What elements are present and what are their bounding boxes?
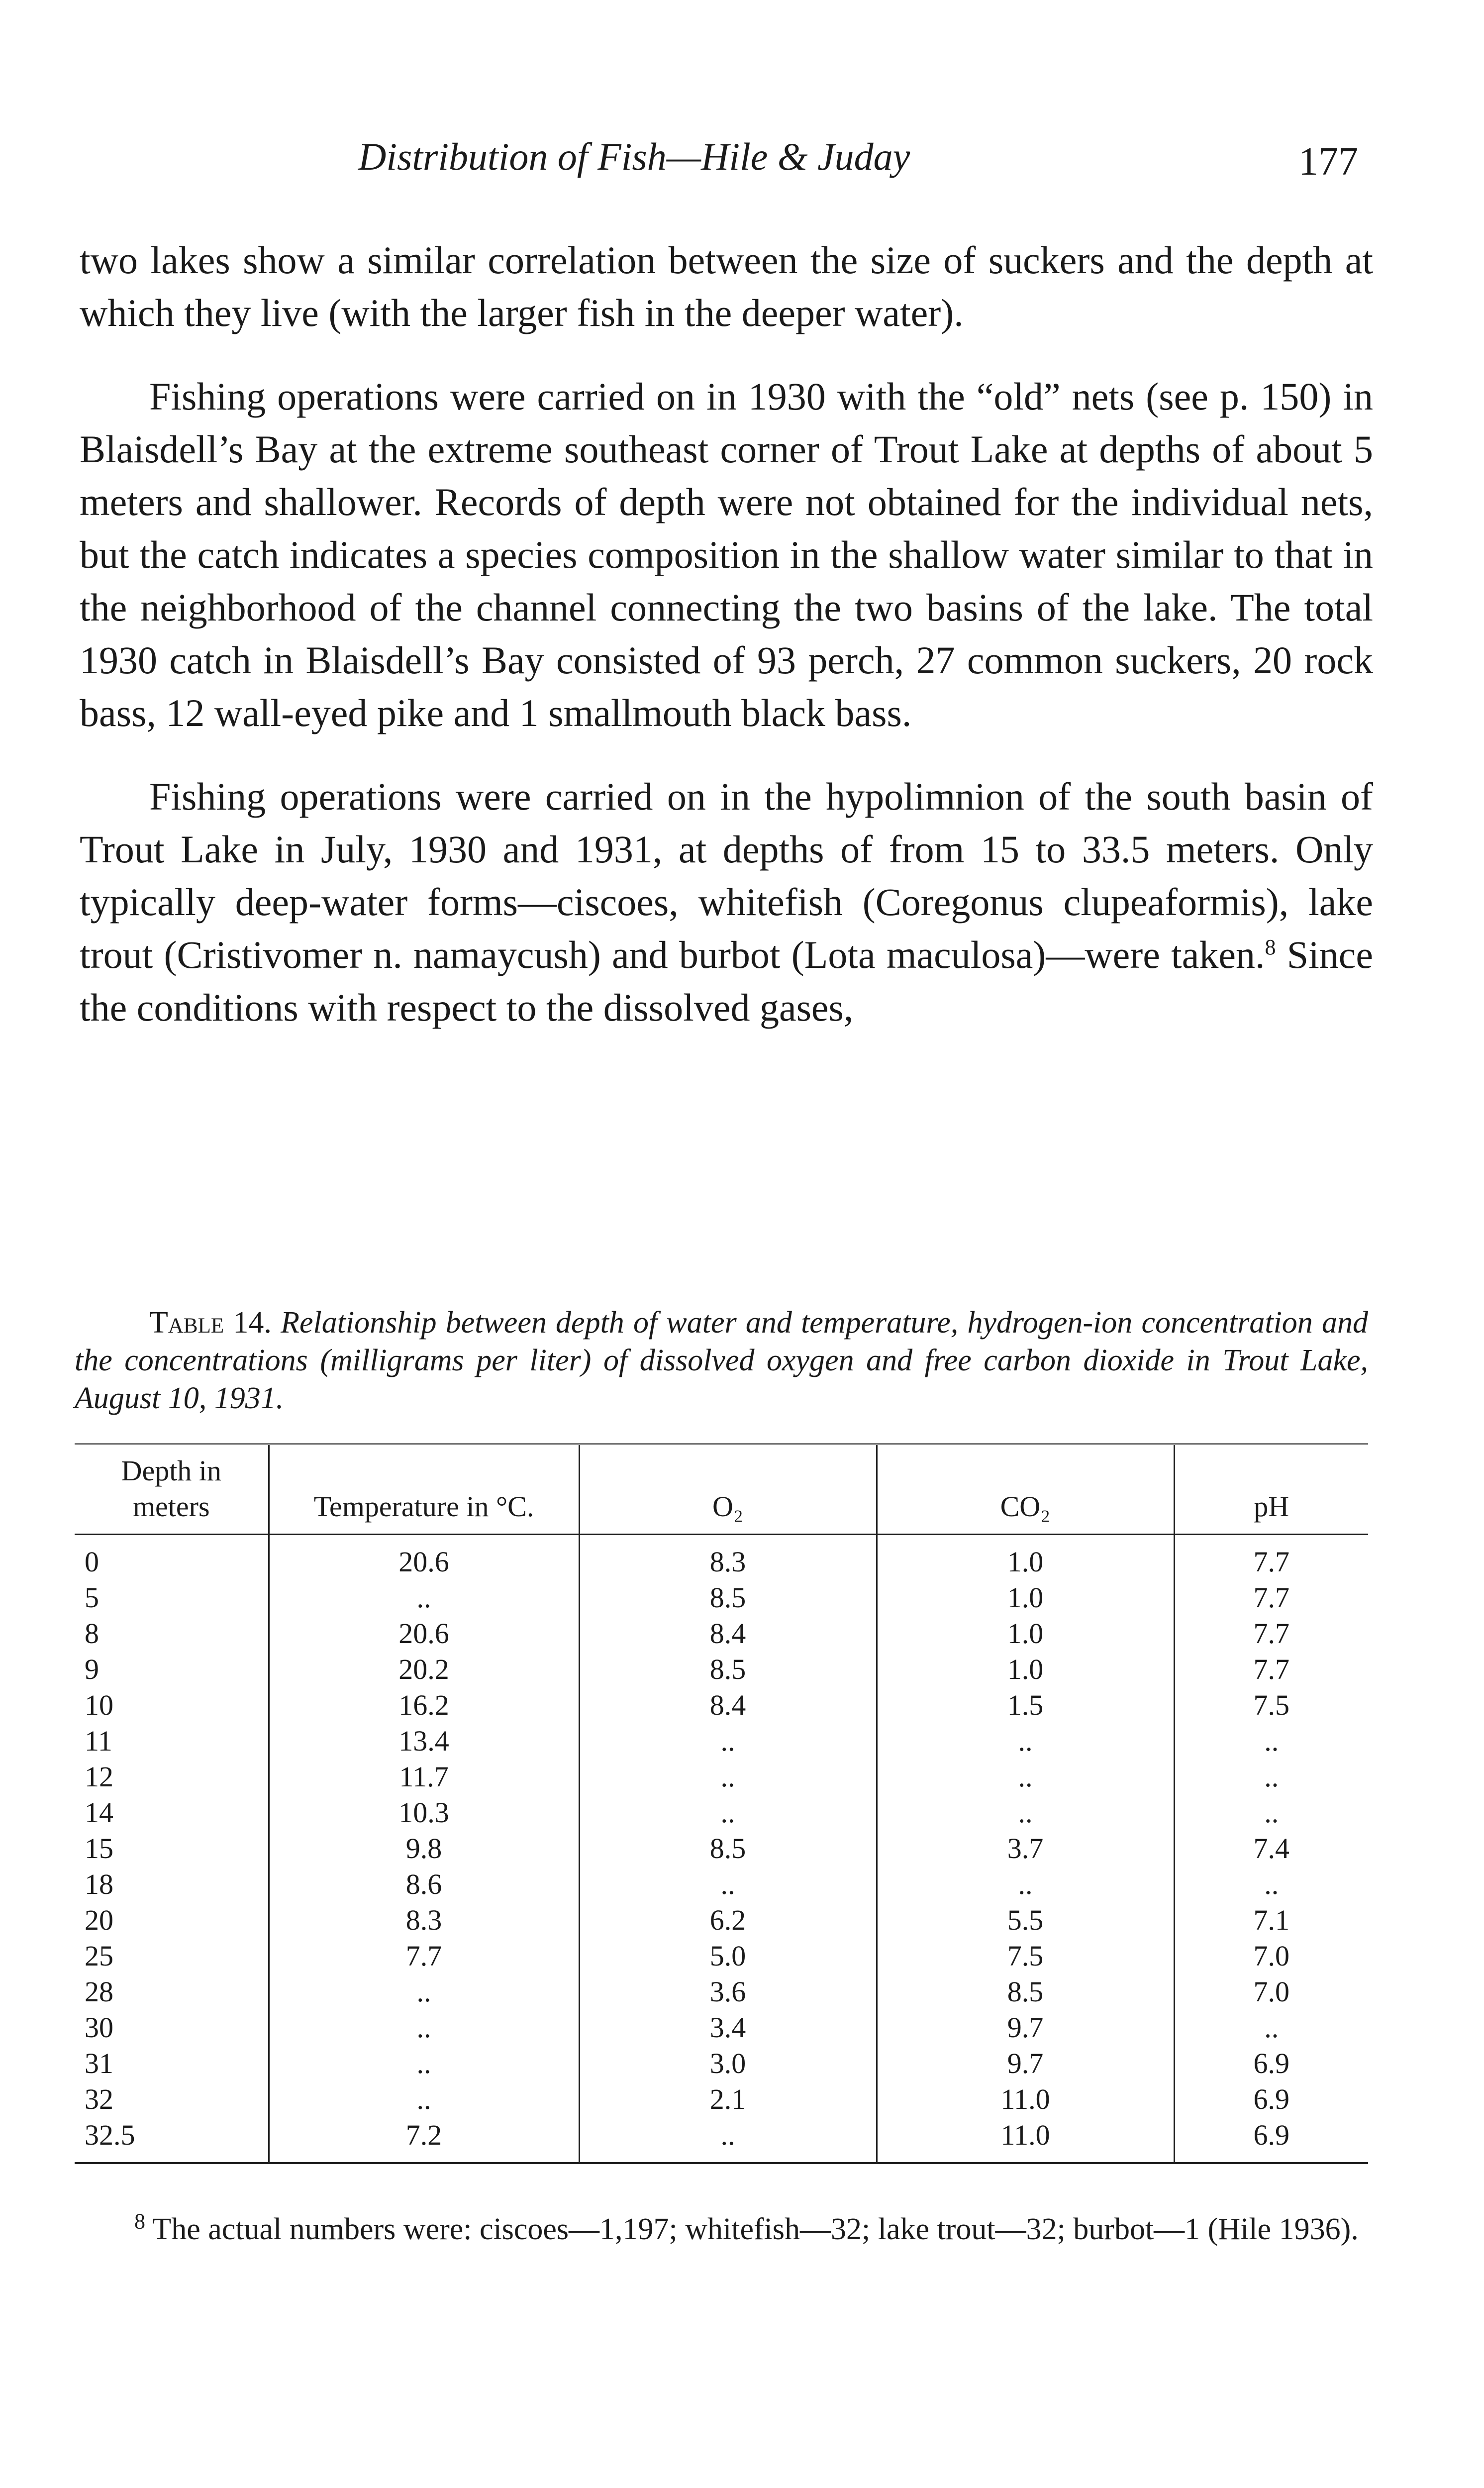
cell-co2: 11.0 [877, 2081, 1174, 2117]
cell-ph: .. [1174, 1723, 1368, 1759]
cell-co2: 9.7 [877, 2046, 1174, 2081]
table-row [75, 1687, 1368, 1723]
table-row [75, 2081, 1368, 2117]
cell-ph: 7.0 [1174, 1974, 1368, 2010]
cell-co2: 1.0 [877, 1616, 1174, 1652]
cell-temp: 20.6 [269, 1535, 579, 1580]
cell-ph: 7.1 [1174, 1902, 1368, 1938]
cell-temp: 7.2 [269, 2117, 579, 2163]
cell-depth: 5 [85, 1581, 99, 1614]
cell-depth: 11 [85, 1725, 112, 1757]
page-number: 177 [1298, 140, 1358, 184]
table-row [75, 1866, 1368, 1902]
cell-depth: 14 [85, 1796, 113, 1829]
cell-o2: .. [579, 2117, 877, 2163]
data-table [75, 1443, 1368, 2164]
table-caption-text: Relationship between depth of water and temperature, hydrogen-ion concentration and the concentrations (milligrams per liter) of dissolved oxygen and free carbon dioxide in Trout Lake, August 10, 1931. [75, 1306, 1369, 1415]
table-row [75, 1616, 1368, 1652]
cell-o2: 8.4 [579, 1616, 877, 1652]
cell-depth: 25 [85, 1940, 113, 1972]
cell-temp: .. [269, 1580, 579, 1616]
cell-co2: .. [877, 1866, 1174, 1902]
cell-depth: 9 [85, 1653, 99, 1685]
cell-ph: 7.7 [1174, 1652, 1368, 1687]
cell-temp: .. [269, 1974, 579, 2010]
cell-temp: 8.3 [269, 1902, 579, 1938]
cell-co2: 1.0 [877, 1580, 1174, 1616]
cell-ph: .. [1174, 1866, 1368, 1902]
header-depth: Depth in meters [75, 1444, 269, 1535]
cell-o2: .. [579, 1759, 877, 1795]
cell-o2: 3.0 [579, 2046, 877, 2081]
cell-co2: 5.5 [877, 1902, 1174, 1938]
cell-o2: 8.5 [579, 1831, 877, 1866]
cell-o2: 8.3 [579, 1535, 877, 1580]
header-ph: pH [1174, 1444, 1368, 1535]
cell-depth: 31 [85, 2047, 113, 2079]
cell-temp: .. [269, 2010, 579, 2046]
cell-o2: 6.2 [579, 1902, 877, 1938]
header-oxygen: O₂ [579, 1444, 877, 1535]
cell-o2: 3.4 [579, 2010, 877, 2046]
cell-o2: 3.6 [579, 1974, 877, 2010]
cell-co2: .. [877, 1759, 1174, 1795]
cell-ph: 7.7 [1174, 1535, 1368, 1580]
cell-o2: 2.1 [579, 2081, 877, 2117]
table-row [75, 1580, 1368, 1616]
paragraph-blaisdells-bay: Fishing operations were carried on in 1930 with the “old” nets (see p. 150) in Blaisdell’s Bay at the extreme southeast corner of Trout Lake at depths of about 5 meters and shallower. Records of depth were not obtained for the individual nets, but the catch indicates a species composition in the shallow water similar to that in the neighborhood of the channel connecting the two basins of the lake. The total 1930 catch in Blaisdell’s Bay consisted of 93 perch, 27 common suckers, 20 rock bass, 12 wall-eyed pike and 1 smallmouth black bass. [80, 375, 1373, 734]
cell-ph: .. [1174, 1759, 1368, 1795]
cell-ph: 7.7 [1174, 1616, 1368, 1652]
cell-temp: 10.3 [269, 1795, 579, 1831]
cell-co2: 8.5 [877, 1974, 1174, 2010]
cell-o2: 8.4 [579, 1687, 877, 1723]
paragraph-hypolimnion-text: Fishing operations were carried on in the hypolimnion of the south basin of Trout Lake in July, 1930 and 1931, at depths of from 15 to 33.5 meters. Only typically deep-water forms—ciscoes, whitefish (Coregonus clupeaformis), lake trout (Cristivomer n. namaycush) and burbot (Lota maculosa)—were taken. [80, 775, 1373, 976]
footnote-marker: 8 [134, 2209, 145, 2234]
table-header-row [75, 1444, 1368, 1535]
cell-depth: 10 [85, 1689, 113, 1721]
table-row [75, 1902, 1368, 1938]
body-text [80, 234, 1373, 1065]
cell-co2: 1.5 [877, 1687, 1174, 1723]
cell-depth: 32.5 [85, 2119, 135, 2151]
header-carbon-dioxide: CO₂ [877, 1444, 1174, 1535]
paragraph-hypolimnion-tail: Since the conditions with respect to the dissolved gases, [80, 933, 1374, 1029]
table-caption-label: Table 14. [149, 1306, 272, 1340]
cell-ph: .. [1174, 2010, 1368, 2046]
table-row [75, 1938, 1368, 1974]
cell-co2: .. [877, 1723, 1174, 1759]
footnote-reference: 8 [1265, 935, 1276, 959]
table-row [75, 2010, 1368, 2046]
cell-o2: 8.5 [579, 1652, 877, 1687]
table-row [75, 1974, 1368, 2010]
cell-ph: 7.5 [1174, 1687, 1368, 1723]
cell-temp: 20.2 [269, 1652, 579, 1687]
cell-temp: .. [269, 2046, 579, 2081]
paragraph-continuation: two lakes show a similar correlation between the size of suckers and the depth at which they live (with the larger fish in the deeper water). [80, 238, 1373, 334]
table-row [75, 1759, 1368, 1795]
table-row [75, 2117, 1368, 2163]
cell-depth: 12 [85, 1761, 113, 1793]
cell-o2: 5.0 [579, 1938, 877, 1974]
cell-depth: 28 [85, 1975, 113, 2008]
cell-depth: 18 [85, 1868, 113, 1900]
cell-depth: 8 [85, 1617, 99, 1650]
cell-temp: .. [269, 2081, 579, 2117]
cell-o2: .. [579, 1866, 877, 1902]
cell-ph: 6.9 [1174, 2117, 1368, 2163]
cell-co2: 1.0 [877, 1652, 1174, 1687]
table-row [75, 1652, 1368, 1687]
cell-temp: 16.2 [269, 1687, 579, 1723]
cell-co2: 9.7 [877, 2010, 1174, 2046]
footnote [75, 2209, 1368, 2249]
cell-ph: 7.0 [1174, 1938, 1368, 1974]
cell-o2: .. [579, 1795, 877, 1831]
table-row [75, 1535, 1368, 1580]
table-caption [75, 1304, 1368, 1417]
cell-depth: 30 [85, 2011, 113, 2044]
cell-co2: 3.7 [877, 1831, 1174, 1866]
cell-temp: 20.6 [269, 1616, 579, 1652]
cell-co2: 7.5 [877, 1938, 1174, 1974]
cell-ph: 6.9 [1174, 2081, 1368, 2117]
paragraph-hypolimnion [80, 770, 1373, 1034]
cell-temp: 8.6 [269, 1866, 579, 1902]
footnote-text: The actual numbers were: ciscoes—1,197; whitefish—32; lake trout—32; burbot—1 (Hile 1936). [152, 2212, 1359, 2246]
table-body [75, 1535, 1368, 2164]
table-row [75, 1723, 1368, 1759]
table-row [75, 2046, 1368, 2081]
cell-ph: 6.9 [1174, 2046, 1368, 2081]
cell-o2: .. [579, 1723, 877, 1759]
cell-ph: 7.7 [1174, 1580, 1368, 1616]
running-header-title: Distribution of Fish—Hile & Juday [358, 135, 910, 178]
cell-co2: 1.0 [877, 1535, 1174, 1580]
cell-co2: 11.0 [877, 2117, 1174, 2163]
cell-co2: .. [877, 1795, 1174, 1831]
cell-ph: .. [1174, 1795, 1368, 1831]
cell-temp: 9.8 [269, 1831, 579, 1866]
cell-temp: 11.7 [269, 1759, 579, 1795]
header-temperature: Temperature in °C. [269, 1444, 579, 1535]
cell-ph: 7.4 [1174, 1831, 1368, 1866]
cell-depth: 0 [85, 1546, 99, 1578]
table-row [75, 1795, 1368, 1831]
cell-temp: 7.7 [269, 1938, 579, 1974]
cell-depth: 20 [85, 1904, 113, 1936]
cell-o2: 8.5 [579, 1580, 877, 1616]
table-row [75, 1831, 1368, 1866]
table-14 [75, 1443, 1368, 2164]
cell-temp: 13.4 [269, 1723, 579, 1759]
cell-depth: 15 [85, 1832, 113, 1865]
cell-depth: 32 [85, 2083, 113, 2115]
